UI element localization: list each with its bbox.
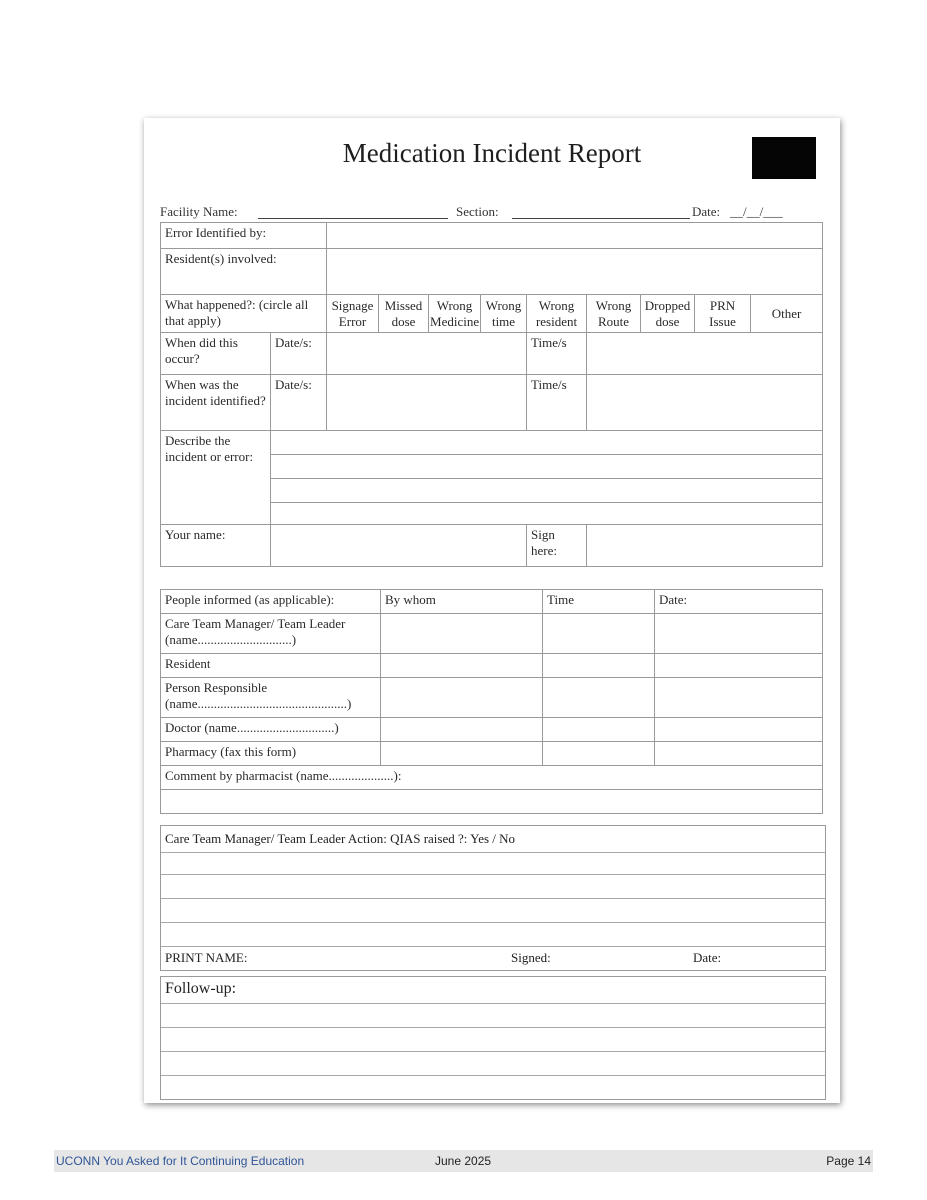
pharmacist-comment-field bbox=[161, 790, 823, 814]
describe-line-3 bbox=[271, 479, 823, 503]
row-resident: Resident bbox=[161, 654, 381, 678]
action-rule bbox=[161, 898, 825, 899]
date-label: Date: bbox=[692, 204, 721, 219]
when-identified-date-field bbox=[327, 375, 527, 431]
followup-header: Follow-up: bbox=[165, 980, 237, 997]
action-rule bbox=[161, 852, 825, 853]
section-label: Section: bbox=[456, 204, 499, 219]
category-signage: Signage Error bbox=[327, 295, 379, 333]
sign-here-label: Sign here: bbox=[527, 525, 587, 567]
people-informed-label: People informed (as applicable): bbox=[165, 592, 335, 607]
footer-page-number: Page 14 bbox=[826, 1154, 871, 1168]
cell bbox=[381, 654, 543, 678]
followup-rule bbox=[161, 1027, 825, 1028]
form-scan bbox=[144, 118, 840, 1103]
cell bbox=[381, 678, 543, 718]
date-blank: __/__/___ bbox=[730, 204, 783, 219]
action-rule bbox=[161, 874, 825, 875]
cell bbox=[381, 718, 543, 742]
category-wrong-resident: Wrong resident bbox=[527, 295, 587, 333]
when-occur-time-field bbox=[587, 333, 823, 375]
action-date-label: Date: bbox=[693, 950, 722, 965]
category-prn: PRN Issue bbox=[695, 295, 751, 333]
cell bbox=[655, 678, 823, 718]
row-pharmacy: Pharmacy (fax this form) bbox=[161, 742, 381, 766]
page-footer bbox=[54, 1150, 873, 1172]
category-wrong-medicine: Wrong Medicine bbox=[429, 295, 481, 333]
cell bbox=[543, 718, 655, 742]
describe-label: Describe the incident or error: bbox=[161, 431, 271, 525]
describe-line-4 bbox=[271, 503, 823, 525]
pharmacist-comment-label: Comment by pharmacist (name....................): bbox=[161, 766, 823, 790]
incident-table bbox=[160, 222, 823, 567]
when-identified-time-field bbox=[587, 375, 823, 431]
row-person-responsible: Person Responsible (name..............................................) bbox=[161, 678, 381, 718]
your-name-label: Your name: bbox=[161, 525, 271, 567]
cell bbox=[381, 742, 543, 766]
residents-label: Resident(s) involved: bbox=[161, 249, 327, 295]
when-occur-date-label: Date/s: bbox=[271, 333, 327, 375]
cell bbox=[543, 678, 655, 718]
cell bbox=[543, 654, 655, 678]
cell bbox=[655, 654, 823, 678]
sign-here-field bbox=[587, 525, 823, 567]
when-identified-label: When was the incident identified? bbox=[161, 375, 271, 431]
describe-line-1 bbox=[271, 431, 823, 455]
followup-rule bbox=[161, 1003, 825, 1004]
category-wrong-time: Wrong time bbox=[481, 295, 527, 333]
cell bbox=[381, 614, 543, 654]
facility-underline bbox=[258, 218, 448, 219]
followup-rule bbox=[161, 1075, 825, 1076]
when-occur-label: When did this occur? bbox=[161, 333, 271, 375]
residents-field bbox=[327, 249, 823, 295]
action-header: Care Team Manager/ Team Leader Action: QIAS raised ?: Yes / No bbox=[165, 831, 516, 846]
cell bbox=[655, 742, 823, 766]
form-title: Medication Incident Report bbox=[342, 138, 642, 168]
category-wrong-route: Wrong Route bbox=[587, 295, 641, 333]
footer-source: UCONN You Asked for It Continuing Education bbox=[56, 1154, 305, 1168]
redaction-box bbox=[752, 137, 816, 179]
followup-box bbox=[160, 976, 826, 1100]
when-occur-date-field bbox=[327, 333, 527, 375]
error-identified-field bbox=[327, 223, 823, 249]
what-happened-label: What happened?: (circle all that apply) bbox=[161, 295, 327, 333]
action-rule bbox=[161, 922, 825, 923]
facility-line bbox=[160, 204, 826, 222]
cell bbox=[543, 614, 655, 654]
people-informed-header bbox=[161, 590, 381, 614]
footer-date: June 2025 bbox=[435, 1154, 492, 1168]
category-other: Other bbox=[751, 295, 823, 333]
your-name-field bbox=[271, 525, 527, 567]
row-care-team-manager: Care Team Manager/ Team Leader (name.............................) bbox=[161, 614, 381, 654]
facility-label: Facility Name: bbox=[160, 204, 238, 219]
print-name-label: PRINT NAME: bbox=[165, 950, 248, 965]
cell bbox=[655, 614, 823, 654]
when-occur-time-label: Time/s bbox=[527, 333, 587, 375]
row-doctor: Doctor (name..............................) bbox=[161, 718, 381, 742]
cell bbox=[655, 718, 823, 742]
category-dropped: Dropped dose bbox=[641, 295, 695, 333]
when-identified-date-label: Date/s: bbox=[271, 375, 327, 431]
people-informed-table bbox=[160, 589, 823, 814]
cell bbox=[543, 742, 655, 766]
section-underline bbox=[512, 218, 690, 219]
signed-label: Signed: bbox=[511, 950, 551, 965]
category-missed: Missed dose bbox=[379, 295, 429, 333]
describe-line-2 bbox=[271, 455, 823, 479]
date-header: Date: bbox=[655, 590, 823, 614]
by-whom-header: By whom bbox=[381, 590, 543, 614]
time-header: Time bbox=[543, 590, 655, 614]
action-rule bbox=[161, 946, 825, 947]
action-box bbox=[160, 825, 826, 971]
error-identified-label: Error Identified by: bbox=[161, 223, 327, 249]
followup-rule bbox=[161, 1051, 825, 1052]
when-identified-time-label: Time/s bbox=[527, 375, 587, 431]
